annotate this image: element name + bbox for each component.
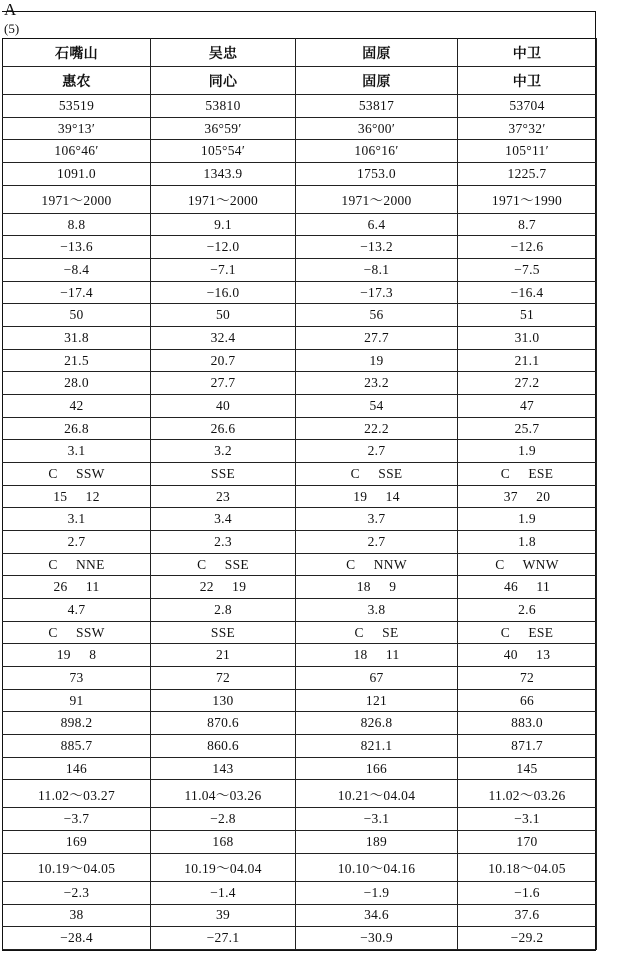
- table-cell: 27.2: [458, 372, 597, 395]
- table-cell: C ESE: [458, 463, 597, 486]
- table-cell: 2.7: [296, 440, 458, 463]
- table-cell: 2.6: [458, 599, 597, 622]
- table-cell: 36°00′: [296, 117, 458, 140]
- table-cell: 34.6: [296, 904, 458, 927]
- table-cell: −17.4: [3, 281, 151, 304]
- table-cell: 2.3: [151, 531, 296, 554]
- table-row: [3, 881, 597, 904]
- table-cell: 42: [3, 395, 151, 418]
- table-cell: C SE: [296, 621, 458, 644]
- header-cell: 固原: [296, 39, 458, 67]
- table-cell: 31.8: [3, 327, 151, 350]
- table-row: [3, 599, 597, 622]
- table-cell: 870.6: [151, 712, 296, 735]
- table-cell: 145: [458, 757, 597, 780]
- table-cell: 105°11′: [458, 140, 597, 163]
- table-row: [3, 853, 597, 881]
- table-cell: 3.1: [3, 508, 151, 531]
- table-cell: 18 9: [296, 576, 458, 599]
- table-cell: 46 11: [458, 576, 597, 599]
- table-cell: 130: [151, 689, 296, 712]
- table-cell: 53519: [3, 95, 151, 118]
- table-cell: C SSW: [3, 621, 151, 644]
- table-cell: 10.10～04.16: [296, 853, 458, 881]
- header-cell: 同心: [151, 67, 296, 95]
- table-cell: 821.1: [296, 735, 458, 758]
- table-cell: 56: [296, 304, 458, 327]
- section-label: (5): [4, 21, 20, 36]
- table-cell: 40 13: [458, 644, 597, 667]
- table-row: [3, 304, 597, 327]
- table-row: [3, 463, 597, 486]
- table-row: [3, 735, 597, 758]
- table-cell: 50: [3, 304, 151, 327]
- table-row: [3, 185, 597, 213]
- header-row-station: [3, 67, 597, 95]
- table-cell: −16.0: [151, 281, 296, 304]
- table-row: [3, 259, 597, 282]
- table-row: [3, 780, 597, 808]
- header-cell: 固原: [296, 67, 458, 95]
- table-cell: 36°59′: [151, 117, 296, 140]
- table-cell: −27.1: [151, 927, 296, 950]
- table-row: [3, 531, 597, 554]
- header-cell: 惠农: [3, 67, 151, 95]
- table-cell: 66: [458, 689, 597, 712]
- table-cell: 106°16′: [296, 140, 458, 163]
- table-cell: −12.0: [151, 236, 296, 259]
- table-cell: 21: [151, 644, 296, 667]
- table-cell: 51: [458, 304, 597, 327]
- table-row: [3, 712, 597, 735]
- table-cell: C ESE: [458, 621, 597, 644]
- table-cell: C NNW: [296, 553, 458, 576]
- table-row: [3, 163, 597, 186]
- table-row: [3, 644, 597, 667]
- table-cell: 871.7: [458, 735, 597, 758]
- table-cell: C SSE: [296, 463, 458, 486]
- table-cell: 26.6: [151, 417, 296, 440]
- table-row: [3, 553, 597, 576]
- table-cell: 53704: [458, 95, 597, 118]
- table-cell: C SSE: [151, 553, 296, 576]
- table-cell: −17.3: [296, 281, 458, 304]
- table-cell: 4.7: [3, 599, 151, 622]
- table-cell: 40: [151, 395, 296, 418]
- table-cell: 54: [296, 395, 458, 418]
- table-cell: 166: [296, 757, 458, 780]
- table-body: [3, 39, 597, 950]
- table-cell: 10.21～04.04: [296, 780, 458, 808]
- table-cell: 8.8: [3, 213, 151, 236]
- table-cell: 11.02～03.27: [3, 780, 151, 808]
- table-row: [3, 213, 597, 236]
- table-cell: 15 12: [3, 485, 151, 508]
- table-cell: 27.7: [151, 372, 296, 395]
- table-row: [3, 372, 597, 395]
- corner-label: A: [4, 0, 17, 19]
- table-cell: 21.1: [458, 349, 597, 372]
- table-row: [3, 349, 597, 372]
- table-cell: 826.8: [296, 712, 458, 735]
- header-cell: 中卫: [458, 67, 597, 95]
- table-row: [3, 395, 597, 418]
- table-cell: C SSW: [3, 463, 151, 486]
- table-cell: 170: [458, 831, 597, 854]
- table-cell: 885.7: [3, 735, 151, 758]
- table-row: [3, 95, 597, 118]
- table-cell: 21.5: [3, 349, 151, 372]
- table-cell: −13.6: [3, 236, 151, 259]
- table-cell: 11.04～03.26: [151, 780, 296, 808]
- table-cell: 1.9: [458, 508, 597, 531]
- table-cell: 67: [296, 667, 458, 690]
- table-cell: 47: [458, 395, 597, 418]
- table-cell: −30.9: [296, 927, 458, 950]
- table-cell: 189: [296, 831, 458, 854]
- table-cell: 23: [151, 485, 296, 508]
- table-row: [3, 927, 597, 950]
- table-cell: −2.8: [151, 808, 296, 831]
- table-cell: −7.1: [151, 259, 296, 282]
- table-cell: 25.7: [458, 417, 597, 440]
- table-cell: 37 20: [458, 485, 597, 508]
- table-cell: −3.1: [458, 808, 597, 831]
- table-cell: 22.2: [296, 417, 458, 440]
- table-cell: −28.4: [3, 927, 151, 950]
- table-cell: 37.6: [458, 904, 597, 927]
- table-row: [3, 117, 597, 140]
- table-cell: 73: [3, 667, 151, 690]
- table-cell: 2.7: [3, 531, 151, 554]
- table-row: [3, 689, 597, 712]
- table-cell: 9.1: [151, 213, 296, 236]
- table-cell: −13.2: [296, 236, 458, 259]
- table-cell: 1971～2000: [296, 185, 458, 213]
- table-cell: 39: [151, 904, 296, 927]
- table-row: [3, 140, 597, 163]
- table-cell: C NNE: [3, 553, 151, 576]
- table-row: [3, 485, 597, 508]
- table-cell: −1.6: [458, 881, 597, 904]
- table-cell: 31.0: [458, 327, 597, 350]
- table-cell: 91: [3, 689, 151, 712]
- table-cell: 3.8: [296, 599, 458, 622]
- table-cell: 53817: [296, 95, 458, 118]
- table-row: [3, 831, 597, 854]
- table-cell: −7.5: [458, 259, 597, 282]
- header-cell: 中卫: [458, 39, 597, 67]
- table-cell: 121: [296, 689, 458, 712]
- table-cell: −1.4: [151, 881, 296, 904]
- table-cell: 53810: [151, 95, 296, 118]
- climate-data-table: [2, 38, 597, 950]
- table-row: [3, 757, 597, 780]
- table-cell: 1091.0: [3, 163, 151, 186]
- table-cell: 10.18～04.05: [458, 853, 597, 881]
- table-cell: 3.1: [3, 440, 151, 463]
- table-row: [3, 236, 597, 259]
- table-cell: 37°32′: [458, 117, 597, 140]
- table-cell: 2.8: [151, 599, 296, 622]
- table-cell: 26 11: [3, 576, 151, 599]
- table-cell: 11.02～03.26: [458, 780, 597, 808]
- table-cell: 860.6: [151, 735, 296, 758]
- table-cell: 19 14: [296, 485, 458, 508]
- table-cell: 1971～2000: [151, 185, 296, 213]
- table-cell: 19 8: [3, 644, 151, 667]
- table-cell: 2.7: [296, 531, 458, 554]
- table-row: [3, 621, 597, 644]
- table-cell: 22 19: [151, 576, 296, 599]
- table-cell: −29.2: [458, 927, 597, 950]
- table-cell: 168: [151, 831, 296, 854]
- table-cell: 106°46′: [3, 140, 151, 163]
- table-cell: 1343.9: [151, 163, 296, 186]
- table-cell: −2.3: [3, 881, 151, 904]
- table-cell: 50: [151, 304, 296, 327]
- table-cell: 32.4: [151, 327, 296, 350]
- table-cell: 72: [458, 667, 597, 690]
- table-cell: 28.0: [3, 372, 151, 395]
- table-cell: 23.2: [296, 372, 458, 395]
- table-cell: 169: [3, 831, 151, 854]
- table-row: [3, 576, 597, 599]
- table-cell: 3.2: [151, 440, 296, 463]
- table-cell: 3.4: [151, 508, 296, 531]
- table-cell: SSE: [151, 621, 296, 644]
- table-cell: 8.7: [458, 213, 597, 236]
- table-row: [3, 904, 597, 927]
- table-cell: 38: [3, 904, 151, 927]
- table-cell: −1.9: [296, 881, 458, 904]
- table-row: [3, 281, 597, 304]
- table-cell: 1.8: [458, 531, 597, 554]
- table-row: [3, 440, 597, 463]
- table-cell: −16.4: [458, 281, 597, 304]
- table-cell: 27.7: [296, 327, 458, 350]
- table-cell: 3.7: [296, 508, 458, 531]
- table-cell: 6.4: [296, 213, 458, 236]
- table-cell: 105°54′: [151, 140, 296, 163]
- table-cell: 1225.7: [458, 163, 597, 186]
- table-cell: 18 11: [296, 644, 458, 667]
- table-row: [3, 417, 597, 440]
- header-cell: 石嘴山: [3, 39, 151, 67]
- table-cell: 883.0: [458, 712, 597, 735]
- table-row: [3, 327, 597, 350]
- table-cell: 72: [151, 667, 296, 690]
- table-row: [3, 508, 597, 531]
- table-cell: 1.9: [458, 440, 597, 463]
- table-row: [3, 808, 597, 831]
- table-cell: −3.1: [296, 808, 458, 831]
- table-cell: 10.19～04.04: [151, 853, 296, 881]
- table-row: [3, 667, 597, 690]
- table-cell: 1971～2000: [3, 185, 151, 213]
- table-cell: −3.7: [3, 808, 151, 831]
- table-cell: −8.4: [3, 259, 151, 282]
- table-cell: 10.19～04.05: [3, 853, 151, 881]
- table-cell: 19: [296, 349, 458, 372]
- table-cell: 898.2: [3, 712, 151, 735]
- table-cell: −8.1: [296, 259, 458, 282]
- table-cell: −12.6: [458, 236, 597, 259]
- table-cell: C WNW: [458, 553, 597, 576]
- table-cell: SSE: [151, 463, 296, 486]
- header-cell: 吴忠: [151, 39, 296, 67]
- table-cell: 20.7: [151, 349, 296, 372]
- table-cell: 26.8: [3, 417, 151, 440]
- table-cell: 39°13′: [3, 117, 151, 140]
- table-cell: 1753.0: [296, 163, 458, 186]
- table-cell: 1971～1990: [458, 185, 597, 213]
- table-cell: 143: [151, 757, 296, 780]
- header-row-city: [3, 39, 597, 67]
- table-cell: 146: [3, 757, 151, 780]
